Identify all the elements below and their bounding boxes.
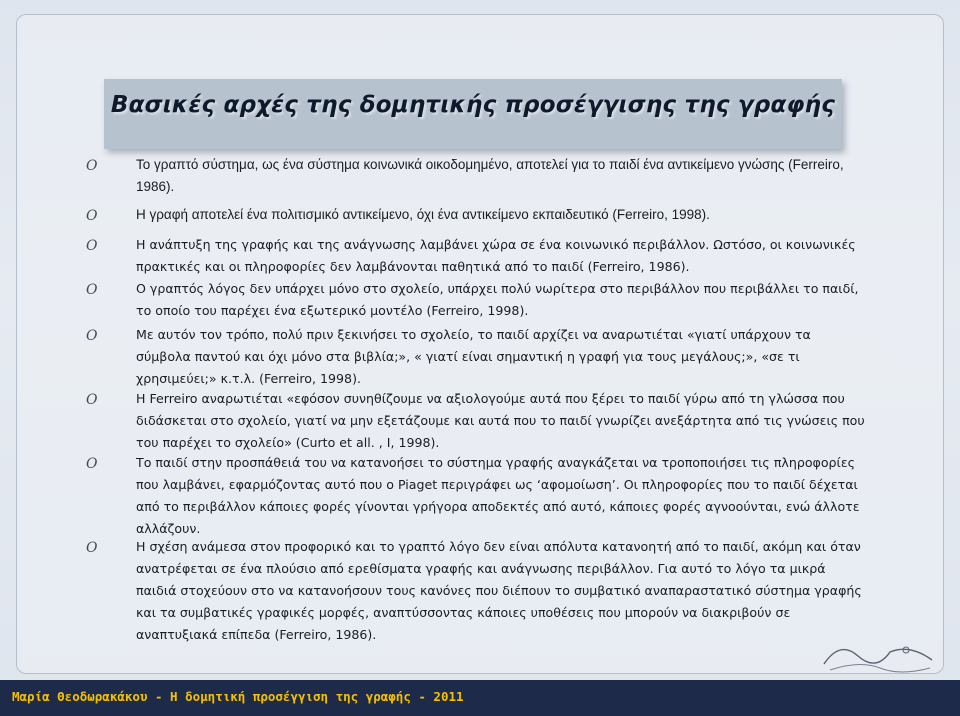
slide-title: Βασικές αρχές της δομητικής προσέγγισης της γραφής xyxy=(110,92,836,118)
bullet-marker-icon: O xyxy=(86,540,98,556)
bullet-marker-icon: O xyxy=(86,282,98,298)
bullet-text: Το παιδί στην προσπάθειά του να κατανοήσει το σύστημα γραφής αναγκάζεται να τροποποιήσει τις πληροφορίες που λαμβάνει, εφαρμόζοντας αυτό που ο Piaget περιγράφει ως ‘αφομοίωση’. Οι πληροφορίες που το παιδί δέχεται από το περιβάλλον κάποιες φορές γίνονται γρήγορα αποδεκτές από αυτό, κάποιες φορές αγνοούνται, ενώ άλλοτε αλλάζουν. xyxy=(136,455,860,536)
bullet-text: Το γραπτό σύστημα, ως ένα σύστημα κοινωνικά οικοδομημένο, αποτελεί για το παιδί ένα αντικείμενο γνώσης (Ferreiro, 1986). xyxy=(136,157,844,194)
bullet-text: Ο γραπτός λόγος δεν υπάρχει μόνο στο σχολείο, υπάρχει πολύ νωρίτερα στο περιβάλλον που περιβάλλει το παιδί, το οποίο του παρέχει ένα εξωτερικό μοντέλο (Ferreiro, 1998). xyxy=(136,281,859,318)
bullet-text: Η γραφή αποτελεί ένα πολιτισμικό αντικείμενο, όχι ένα αντικείμενο εκπαιδευτικό (Ferreiro, 1998). xyxy=(136,207,710,222)
bullet-marker-icon: O xyxy=(86,456,98,472)
bullet-marker-icon: O xyxy=(86,392,98,408)
bullet-marker-icon: O xyxy=(86,158,98,174)
bullet-marker-icon: O xyxy=(86,238,98,254)
title-bar xyxy=(104,79,842,149)
footer-text: Μαρία Θεοδωρακάκου - Η δομητική προσέγγιση της γραφής - 2011 xyxy=(12,689,464,704)
bullet-marker-icon: O xyxy=(86,208,98,224)
bullet-marker-icon: O xyxy=(86,328,98,344)
footer-bar xyxy=(0,680,960,716)
bullet-text: Η ανάπτυξη της γραφής και της ανάγνωσης λαμβάνει χώρα σε ένα κοινωνικό περιβάλλον. Ωστόσο, οι κοινωνικές πρακτικές και οι πληροφορίες δεν λαμβάνονται παθητικά από το παιδί (Ferreiro, 1986). xyxy=(136,237,856,274)
bullet-text: Η σχέση ανάμεσα στον προφορικό και το γραπτό λόγο δεν είναι απόλυτα κατανοητή από το παιδί, ακόμη και όταν ανατρέφεται σε ένα πλούσιο από ερεθίσματα γραφής και ανάγνωσης περιβάλλον. Για αυτό το λόγο τα μικρά παιδιά στοχεύουν στο να κατανοήσουν τους κανόνες που διέπουν το συμβατικό αναπαραστατικό σύστημα γραφής και τα συμβατικές γραφικές μορφές, αναπτύσσοντας κάποιες υποθέσεις που μπορούν να διακριβούν σε αναπτυξιακά επίπεδα (Ferreiro, 1986). xyxy=(136,539,862,642)
bullet-text: Με αυτόν τον τρόπο, πολύ πριν ξεκινήσει το σχολείο, το παιδί αρχίζει να αναρωτιέται «γιατί υπάρχουν τα σύμβολα παντού και όχι μόνο στα βιβλία;», « γιατί είναι σημαντική η γραφή για τους μεγάλους;», «σε τι χρησιμεύει;» κ.τ.λ. (Ferreiro, 1998). xyxy=(136,327,811,386)
bullet-text: Η Ferreiro αναρωτιέται «εφόσον συνηθίζουμε να αξιολογούμε αυτά που ξέρει το παιδί γύρω από τη γλώσσα που διδάσκεται στο σχολείο, γιατί να μην εξετάζουμε και αυτά που το παιδί γνωρίζει ανεξάρτητα από τις γνώσεις που του παρέχει το σχολείο» (Curto et all. , I, 1998). xyxy=(136,391,865,450)
hand-drawn-doodle-icon xyxy=(820,634,940,676)
